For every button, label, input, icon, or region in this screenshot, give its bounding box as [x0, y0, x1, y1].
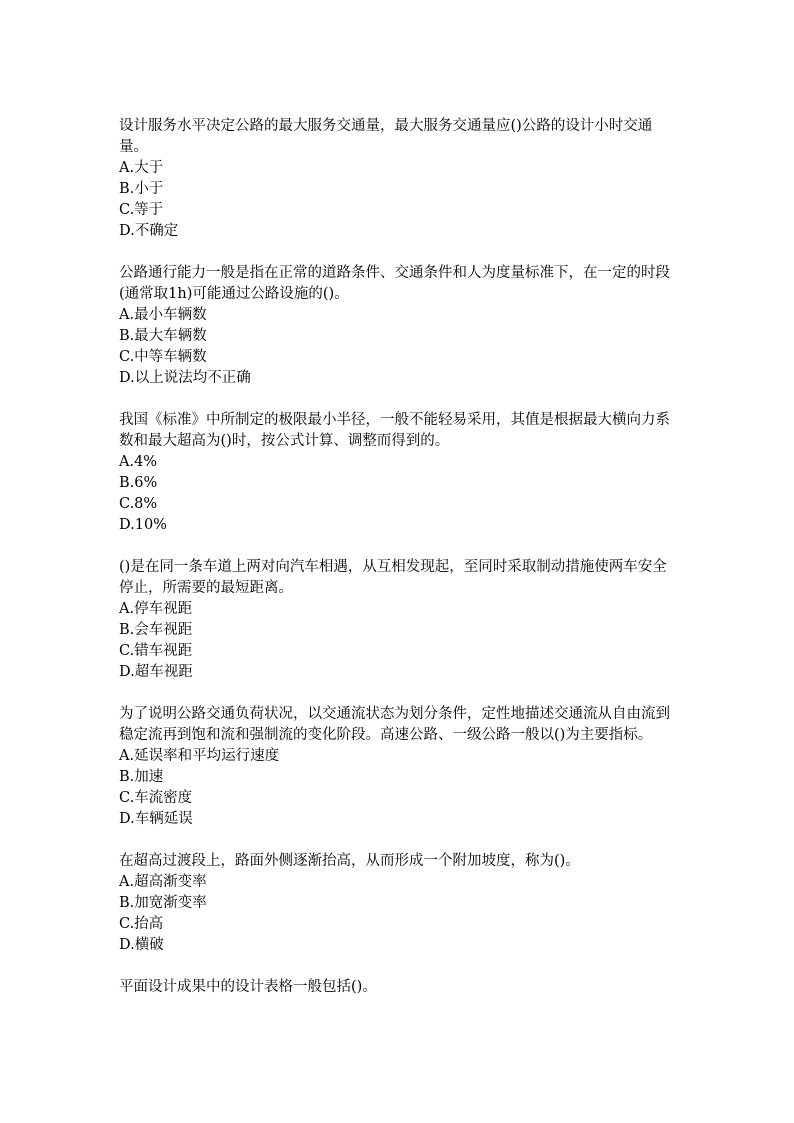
- option-c: C.车流密度: [119, 790, 193, 806]
- question-2: [119, 263, 679, 389]
- question-stem: 设计服务水平决定公路的最大服务交通量，最大服务交通量应()公路的设计小时交通量。: [119, 118, 653, 155]
- option-c: C.错车视距: [119, 643, 193, 659]
- option-b: B.加速: [119, 769, 164, 785]
- question-stem: 我国《标准》中所制定的极限最小半径，一般不能轻易采用，其值是根据最大横向力系数和最大超高为()时，按公式计算、调整而得到的。: [119, 412, 670, 449]
- option-a: A.大于: [119, 160, 164, 176]
- question-5: [119, 704, 679, 830]
- option-b: B.加宽渐变率: [119, 895, 207, 911]
- question-stem: 公路通行能力一般是指在正常的道路条件、交通条件和人为度量标准下，在一定的时段(通常取1h)可能通过公路设施的()。: [119, 265, 670, 302]
- question-stem: 平面设计成果中的设计表格一般包括()。: [119, 979, 377, 995]
- question-4: [119, 557, 679, 683]
- option-c: C.等于: [119, 202, 164, 218]
- question-6: [119, 851, 679, 956]
- option-a: A.停车视距: [119, 601, 193, 617]
- question-stem: 为了说明公路交通负荷状况，以交通流状态为划分条件，定性地描述交通流从自由流到稳定流再到饱和流和强制流的变化阶段。高速公路、一级公路一般以()为主要指标。: [119, 706, 670, 743]
- option-b: B.小于: [119, 181, 164, 197]
- option-d: D.横破: [119, 937, 164, 953]
- option-c: C.中等车辆数: [119, 349, 207, 365]
- document-page: [119, 116, 679, 1019]
- option-a: A.延误率和平均运行速度: [119, 748, 280, 764]
- question-3: [119, 410, 679, 536]
- option-c: C.8%: [119, 496, 158, 512]
- question-stem: 在超高过渡段上，路面外侧逐渐抬高，从而形成一个附加坡度，称为()。: [119, 853, 580, 869]
- option-d: D.不确定: [119, 223, 179, 239]
- option-d: D.10%: [119, 517, 167, 533]
- option-b: B.最大车辆数: [119, 328, 207, 344]
- option-d: D.超车视距: [119, 664, 193, 680]
- option-d: D.以上说法均不正确: [119, 370, 251, 386]
- option-a: A.4%: [119, 454, 158, 470]
- option-b: B.6%: [119, 475, 158, 491]
- option-a: A.超高渐变率: [119, 874, 207, 890]
- question-1: [119, 116, 679, 242]
- option-b: B.会车视距: [119, 622, 193, 638]
- option-c: C.抬高: [119, 916, 164, 932]
- option-d: D.车辆延误: [119, 811, 193, 827]
- question-7: [119, 977, 679, 998]
- question-stem: ()是在同一条车道上两对向汽车相遇，从互相发现起，至同时采取制动措施使两车安全停止，所需要的最短距离。: [119, 559, 667, 596]
- option-a: A.最小车辆数: [119, 307, 207, 323]
